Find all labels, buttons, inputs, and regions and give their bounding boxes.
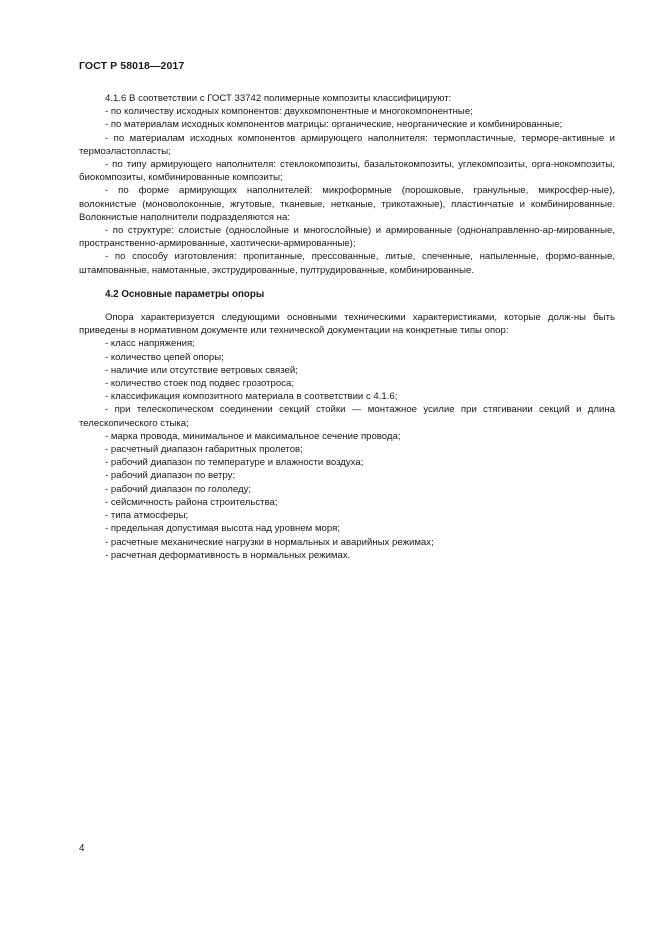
list-item: - расчетная деформативность в нормальных режимах. xyxy=(105,549,351,561)
list-item: - сейсмичность района строительства; xyxy=(105,496,278,508)
list-item: - количество стоек под подвес грозотроса; xyxy=(105,378,295,390)
list-item: - по структуре: слоистые (однослойные и многослойные) и армированные (однонаправленно-ар-мированные, пространственно-армированные, хаотически-армированные); xyxy=(79,225,615,250)
list-item: - рабочий диапазон по ветру; xyxy=(105,470,236,482)
list-item: - по материалам исходных компонентов матрицы: органические, неорганические и комбинированные; xyxy=(105,119,563,131)
page-content xyxy=(79,92,615,562)
list-item: - по количеству исходных компонентов: двухкомпонентные и многокомпонентные; xyxy=(105,106,473,118)
list-item: - по форме армирующих наполнителей: микроформные (порошковые, гранульные, микросфер-ные), волокнистые (моноволоконные, жгутовые, тканевые, нетканые, трикотажные), пластинчатые и комбинированные. Волокнистые наполнители подразделяются на: xyxy=(79,185,615,223)
list-item: - класс напряжения; xyxy=(105,338,195,350)
list-item: - по типу армирующего наполнителя: стеклокомпозиты, базальтокомпозиты, углекомпозиты, орга-нокомпозиты, биокомпозиты, комбинированные композиты; xyxy=(79,159,615,184)
list-item: - типа атмосферы; xyxy=(105,510,189,522)
paragraph: 4.1.6 В соответствии с ГОСТ 33742 полимерные композиты классифицируют: xyxy=(105,93,452,104)
list-item: - по способу изготовления: пропитанные, прессованные, литые, спеченные, напыленные, формо-ванные, штампованные, намотанные, экструдированные, пултрудированные, комбинированные. xyxy=(79,251,615,276)
page-number: 4 xyxy=(79,843,85,854)
section-4-2 xyxy=(79,311,615,562)
list-item: - наличие или отсутствие ветровых связей; xyxy=(105,364,298,376)
list-item: - по материалам исходных компонентов армирующего наполнителя: термопластичные, терморе-активные и термоэластопласты; xyxy=(79,132,615,157)
section-title: 4.2 Основные параметры опоры xyxy=(105,288,265,300)
list-item: - расчетные механические нагрузки в нормальных и аварийных режимах; xyxy=(105,536,434,548)
list-item: - количество цепей опоры; xyxy=(105,351,224,363)
list-item: - классификация композитного материала в соответствии с 4.1.6; xyxy=(105,391,398,403)
list-item: - предельная допустимая высота над уровнем моря; xyxy=(105,523,340,535)
paragraph: Опора характеризуется следующими основными техническими характеристиками, которые долж-ны быть приведены в нормативном документе или технической документации на конкретные типы опор: xyxy=(79,312,615,337)
list-item: - рабочий диапазон по гололеду; xyxy=(105,483,252,495)
list-item: - расчетный диапазон габаритных пролетов; xyxy=(105,444,303,456)
list-item: - рабочий диапазон по температуре и влажности воздуха; xyxy=(105,457,364,469)
section-4-1-6 xyxy=(79,92,615,277)
document-code-header: ГОСТ Р 58018—2017 xyxy=(79,60,185,72)
list-item: - при телескопическом соединении секций стойки — монтажное усилие при стягивании секций и длина телескопического стыка; xyxy=(79,404,615,429)
list-item: - марка провода, минимальное и максимальное сечение провода; xyxy=(105,430,401,442)
